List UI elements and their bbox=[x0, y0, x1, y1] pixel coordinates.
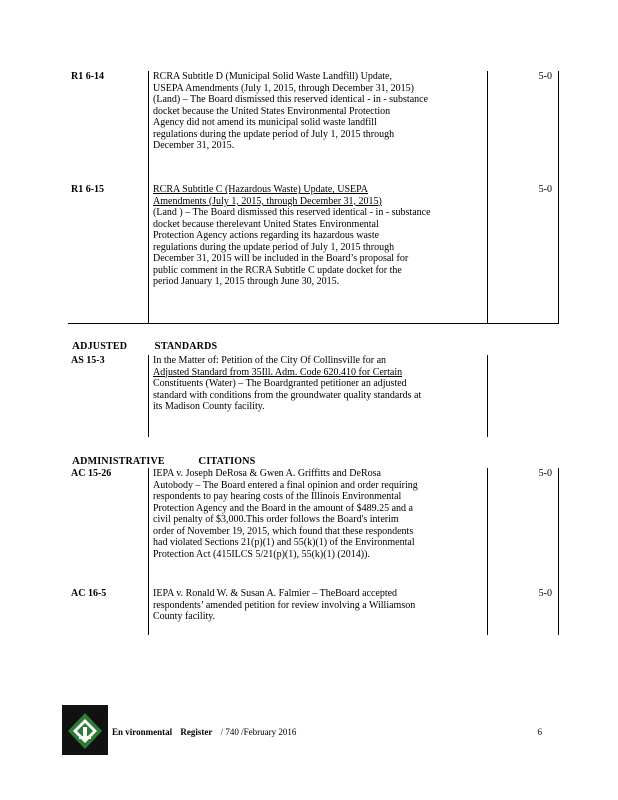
body-line: (Land ) – The Board dismissed this reserved identical - in - substance bbox=[153, 207, 431, 219]
table-row bbox=[68, 355, 558, 437]
body-line: period January 1, 2015 through June 30, 2015. bbox=[153, 276, 340, 288]
publication-name-part: Register bbox=[180, 727, 213, 737]
body-line: regulations during the update period of July 1, 2015 through bbox=[153, 128, 395, 140]
body-line: (Land) – The Board dismissed this reserved identical - in - substance bbox=[153, 94, 429, 105]
title-line: RCRA Subtitle D (Municipal Solid Waste Landfill) Update, bbox=[153, 71, 392, 82]
body-line: public comment in the RCRA Subtitle C update docket for the bbox=[153, 264, 402, 276]
issue-info: / 740 /February 2016 bbox=[220, 727, 297, 737]
section-heading-adjusted-standards: ADJUSTED STANDARDS bbox=[72, 340, 218, 352]
docket-number: AS 15-3 bbox=[71, 355, 105, 366]
vote-count bbox=[488, 355, 559, 437]
docket-number: R1 6-14 bbox=[71, 71, 105, 82]
publication-line bbox=[112, 727, 302, 737]
body-line: In the Matter of: Petition of the City Of Collinsville for an bbox=[153, 355, 387, 366]
table-row bbox=[68, 588, 559, 635]
body-line: docket because the United States Environmental Protection bbox=[153, 105, 391, 117]
body-line: standard with conditions from the groundwater quality standards at bbox=[153, 389, 422, 401]
vote-count: 5-0 bbox=[488, 184, 559, 323]
body-line: Constituents (Water) – The Boardgranted petitioner an adjusted bbox=[153, 378, 407, 389]
table-row bbox=[68, 468, 559, 588]
body-line: respondents’ amended petition for review involving a Williamson bbox=[153, 599, 416, 611]
adjusted-standards-table bbox=[68, 355, 558, 437]
body-line: County facility. bbox=[153, 611, 216, 622]
publication-name-part: En vironmental bbox=[112, 727, 173, 737]
body-line: December 31, 2015. bbox=[153, 140, 235, 151]
body-line: regulations during the update period of July 1, 2015 through bbox=[153, 241, 395, 253]
docket-number: AC 15-26 bbox=[71, 468, 112, 479]
title-line: USEPA Amendments (July 1, 2015, through December 31, 2015) bbox=[153, 82, 415, 94]
docket-description bbox=[149, 468, 488, 588]
title-line: Amendments (July 1, 2015, through December 31, 2015) bbox=[153, 195, 382, 207]
body-line: had violated Sections 21(p)(1) and 55(k)(1) of the Environmental bbox=[153, 537, 415, 548]
page-number: 6 bbox=[537, 727, 542, 737]
body-line: Protection Agency and the Board in the amount of $489.25 and a bbox=[153, 502, 413, 514]
body-line: order of November 19, 2015, which found that these respondents bbox=[153, 525, 414, 537]
body-line: Autobody – The Board entered a final opinion and order requiring bbox=[153, 479, 418, 491]
docket-number: R1 6-15 bbox=[71, 184, 105, 196]
body-line: December 31, 2015 will be included in the Board’s proposal for bbox=[153, 253, 409, 265]
body-line: Agency did not amend its municipal solid waste landfill bbox=[153, 117, 377, 128]
docket-description bbox=[149, 71, 488, 184]
body-line: Protection Act (415ILCS 5/21(p)(1), 55(k)(1) (2014)). bbox=[153, 548, 370, 560]
rcra-dockets-table bbox=[68, 71, 559, 324]
body-line: respondents to pay hearing costs of the Illinois Environmental bbox=[153, 491, 402, 502]
body-line: civil penalty of $3,000.This order follows the Board's interim bbox=[153, 514, 399, 525]
administrative-citations-table bbox=[68, 468, 559, 635]
body-line: Adjusted Standard from 35Ill. Adm. Code 620.410 for Certain bbox=[153, 366, 403, 378]
body-line: its Madison County facility. bbox=[153, 401, 265, 412]
vote-count: 5-0 bbox=[488, 71, 559, 184]
section-heading-administrative-citations: ADMINISTRATIVE CITATIONS bbox=[72, 455, 256, 467]
docket-description bbox=[149, 355, 488, 437]
body-line: docket because therelevant United States Environmental bbox=[153, 218, 379, 230]
title-line: RCRA Subtitle C (Hazardous Waste) Update, USEPA bbox=[153, 184, 369, 196]
docket-number: AC 16-5 bbox=[71, 588, 107, 599]
docket-description bbox=[149, 588, 488, 635]
table-row bbox=[68, 184, 559, 323]
page-footer bbox=[62, 705, 552, 755]
body-line: IEPA v. Joseph DeRosa & Gwen A. Griffitts and DeRosa bbox=[153, 468, 381, 479]
environmental-register-logo bbox=[62, 705, 108, 755]
docket-description bbox=[149, 184, 488, 323]
vote-count: 5-0 bbox=[488, 588, 559, 635]
vote-count: 5-0 bbox=[488, 468, 559, 588]
body-line: Protection Agency actions regarding its hazardous waste bbox=[153, 230, 380, 242]
body-line: IEPA v. Ronald W. & Susan A. Falmier – TheBoard accepted bbox=[153, 588, 398, 599]
table-row bbox=[68, 71, 559, 184]
